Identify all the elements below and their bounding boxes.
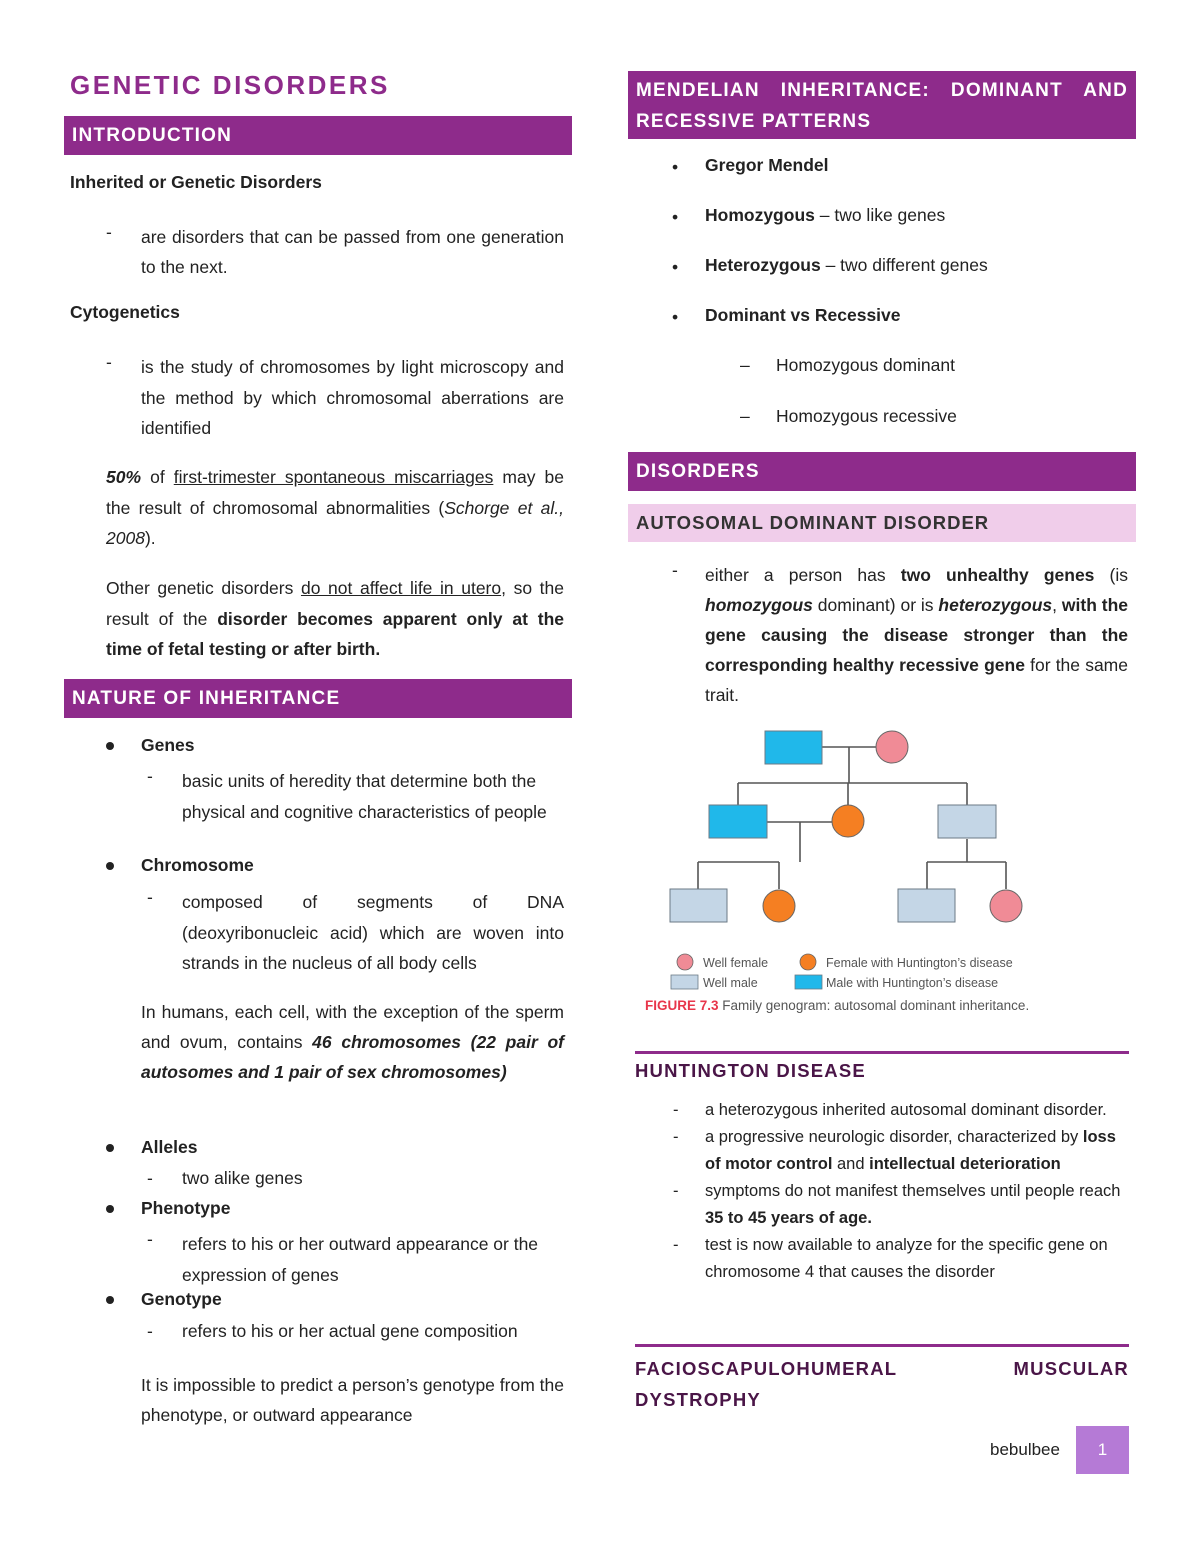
phenotype-term: Phenotype (141, 1198, 231, 1218)
alleles-term: Alleles (141, 1137, 198, 1157)
legend-female-hd-swatch (800, 954, 816, 970)
chromosome-definition: composed of segments of DNA (deoxyribonucleic acid) which are woven into strands in the nucleus of all body cells (182, 892, 564, 973)
huntington-list (635, 1097, 1129, 1286)
document-title: GENETIC DISORDERS (70, 70, 390, 100)
other-disorders-paragraph: Other genetic disorders do not affect life in utero, so the result of the disorder becomes apparent only at the time of fetal testing or after birth. (106, 578, 564, 659)
bullet-dot (106, 1296, 114, 1304)
legend-well-male-swatch (671, 975, 698, 989)
page-number: 1 (1076, 1426, 1129, 1474)
cytogenetics-term: Cytogenetics (70, 302, 180, 322)
mendelian-inheritance-heading: MENDELIAN INHERITANCE: DOMINANT AND RECESSIVE PATTERNS (628, 71, 1136, 139)
bullet-dot: • (672, 307, 679, 327)
gregor-mendel: Gregor Mendel (705, 155, 829, 175)
legend-female-hd: Female with Huntington’s disease (826, 956, 1013, 970)
well-female-grandmother (876, 731, 908, 763)
bullet-dot (106, 742, 114, 750)
dash-marker: - (147, 1321, 153, 1341)
well-female-granddaughter (990, 890, 1022, 922)
female-with-hd-daughter (832, 805, 864, 837)
genes-definition: basic units of heredity that determine both the physical and cognitive characteristics of people (182, 771, 547, 822)
bullet-dot: • (672, 257, 679, 277)
chromosome-term: Chromosome (141, 855, 254, 875)
homozygous-dominant: Homozygous dominant (776, 355, 955, 375)
dash-marker: - (106, 352, 112, 372)
dash-marker: - (672, 560, 678, 580)
dash-marker: - (147, 887, 153, 907)
dash-marker: - (147, 1168, 153, 1188)
autosomal-dominant-definition: either a person has two unhealthy genes (is homozygous dominant) or is heterozygous, with the gene causing the disease stronger than the corresponding healthy recessive gene for the same trait. (705, 565, 1129, 705)
list-item: - a progressive neurologic disorder, characterized by loss of motor control and intellectual deterioration (673, 1128, 1116, 1173)
miscarriage-statistic: 50% of first-trimester spontaneous miscarriages may be the result of chromosomal abnormalities (Schorge et al., 2008). (106, 467, 564, 548)
disorders-heading: DISORDERS (628, 452, 1136, 491)
male-with-hd-grandfather (765, 731, 822, 764)
bullet-dot (106, 1144, 114, 1152)
list-item: - test is now available to analyze for the specific gene on chromosome 4 that causes the disorder (673, 1236, 1108, 1281)
genotype-prediction-note: It is impossible to predict a person’s genotype from the phenotype, or outward appearance (141, 1375, 564, 1425)
heterozygous-item: Heterozygous – two different genes (705, 255, 988, 275)
inherited-term: Inherited or Genetic Disorders (70, 172, 322, 192)
female-with-hd-granddaughter (763, 890, 795, 922)
dash-marker: – (740, 406, 750, 426)
dash-marker: - (106, 222, 112, 242)
bullet-dot (106, 862, 114, 870)
inherited-definition: are disorders that can be passed from one generation to the next. (141, 227, 564, 277)
homozygous-item: Homozygous – two like genes (705, 205, 946, 225)
legend-well-female: Well female (703, 956, 769, 970)
homozygous-recessive: Homozygous recessive (776, 406, 957, 426)
genotype-term: Genotype (141, 1289, 222, 1309)
dominant-vs-recessive: Dominant vs Recessive (705, 305, 901, 325)
figure-label: FIGURE 7.3 (645, 998, 719, 1013)
legend-well-male: Well male (703, 976, 758, 990)
phenotype-definition: refers to his or her outward appearance or the expression of genes (182, 1234, 539, 1285)
huntington-disease-heading: HUNTINGTON DISEASE (635, 1051, 1129, 1082)
male-with-hd-son (709, 805, 767, 838)
family-genogram-figure (640, 715, 1120, 1025)
genes-term: Genes (141, 735, 195, 755)
list-item: - a heterozygous inherited autosomal dominant disorder. (673, 1101, 1107, 1119)
introduction-heading: INTRODUCTION (64, 116, 572, 155)
cytogenetics-definition: is the study of chromosomes by light microscopy and the method by which chromosomal aberrations are identified (141, 357, 564, 438)
autosomal-dominant-heading: AUTOSOMAL DOMINANT DISORDER (628, 504, 1136, 542)
list-item: - symptoms do not manifest themselves until people reach 35 to 45 years of age. (673, 1182, 1121, 1227)
legend-well-female-swatch (677, 954, 693, 970)
genotype-definition: refers to his or her actual gene composition (182, 1321, 518, 1341)
well-male-grandson-2 (898, 889, 955, 922)
bullet-dot: • (672, 207, 679, 227)
well-male-grandson (670, 889, 727, 922)
alleles-definition: two alike genes (182, 1168, 303, 1188)
legend-male-hd-swatch (795, 975, 822, 989)
figure-caption: FIGURE 7.3 Family genogram: autosomal dominant inheritance. (645, 998, 1030, 1013)
legend-male-hd: Male with Huntington’s disease (826, 976, 999, 990)
citation: Schorge et al., 2008 (106, 497, 564, 548)
fshd-heading: FACIOSCAPULOHUMERAL MUSCULAR DYSTROPHY (635, 1344, 1129, 1415)
dash-marker: – (740, 355, 750, 375)
footer-author: bebulbee (990, 1440, 1060, 1459)
humans-chromosomes-paragraph: In humans, each cell, with the exception of the sperm and ovum, contains 46 chromosomes (22 pair of autosomes and 1 pair of sex chromosomes) (141, 1002, 564, 1082)
nature-of-inheritance-heading: NATURE OF INHERITANCE (64, 679, 572, 718)
bullet-dot (106, 1205, 114, 1213)
well-male-son (938, 805, 996, 838)
dash-marker: - (147, 766, 153, 786)
dash-marker: - (147, 1229, 153, 1249)
bullet-dot: • (672, 157, 679, 177)
